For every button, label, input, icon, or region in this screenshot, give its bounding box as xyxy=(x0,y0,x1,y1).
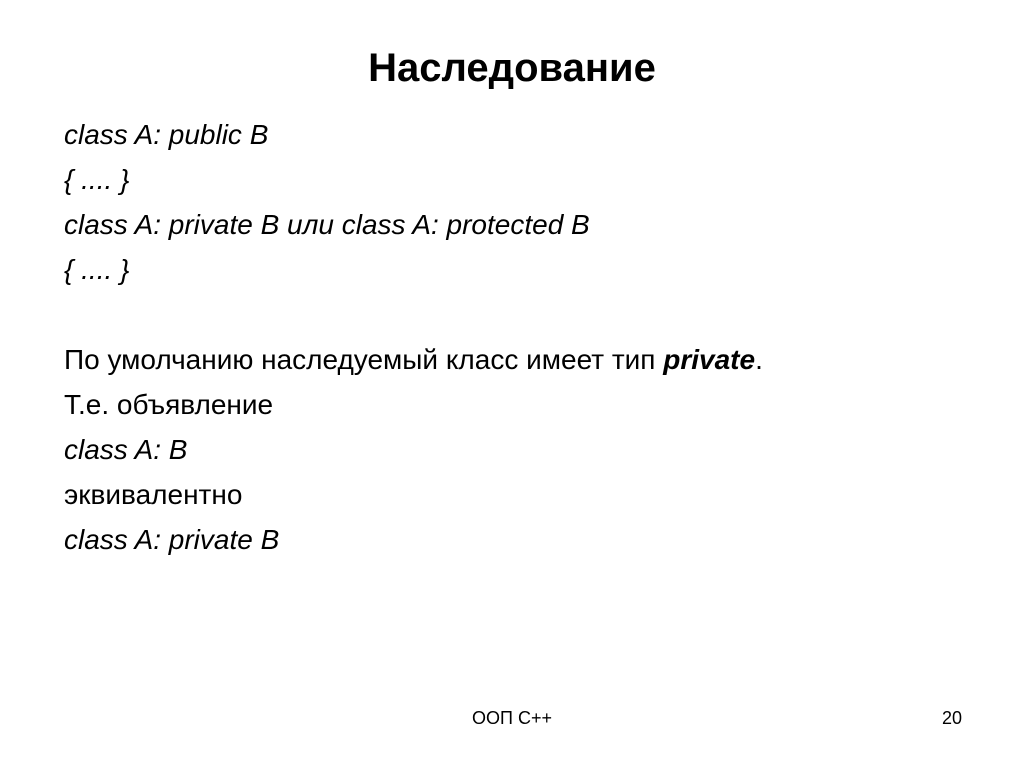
text-line-equivalent: эквивалентно xyxy=(64,479,243,510)
code-line-body: { .... } xyxy=(64,164,130,195)
default-inheritance-sentence xyxy=(64,337,964,382)
sentence-period: . xyxy=(755,344,763,375)
sentence-text: По умолчанию наследуемый класс имеет тип xyxy=(64,344,664,375)
page-number: 20 xyxy=(941,708,962,728)
slide-body xyxy=(64,112,964,562)
footer-label: ООП С++ xyxy=(472,708,552,728)
text-line-declaration: Т.е. объявление xyxy=(64,389,274,420)
code-line-public: class A: public B xyxy=(64,119,269,150)
code-line-private-protected: class A: private B или class A: protected B xyxy=(64,209,590,240)
code-line-private: class A: private B xyxy=(64,524,280,555)
keyword-private: private xyxy=(663,344,756,375)
code-line-body: { .... } xyxy=(64,254,130,285)
spacer xyxy=(64,292,964,337)
code-line-default: class A: B xyxy=(64,434,188,465)
slide-title: Наследование xyxy=(368,46,656,90)
